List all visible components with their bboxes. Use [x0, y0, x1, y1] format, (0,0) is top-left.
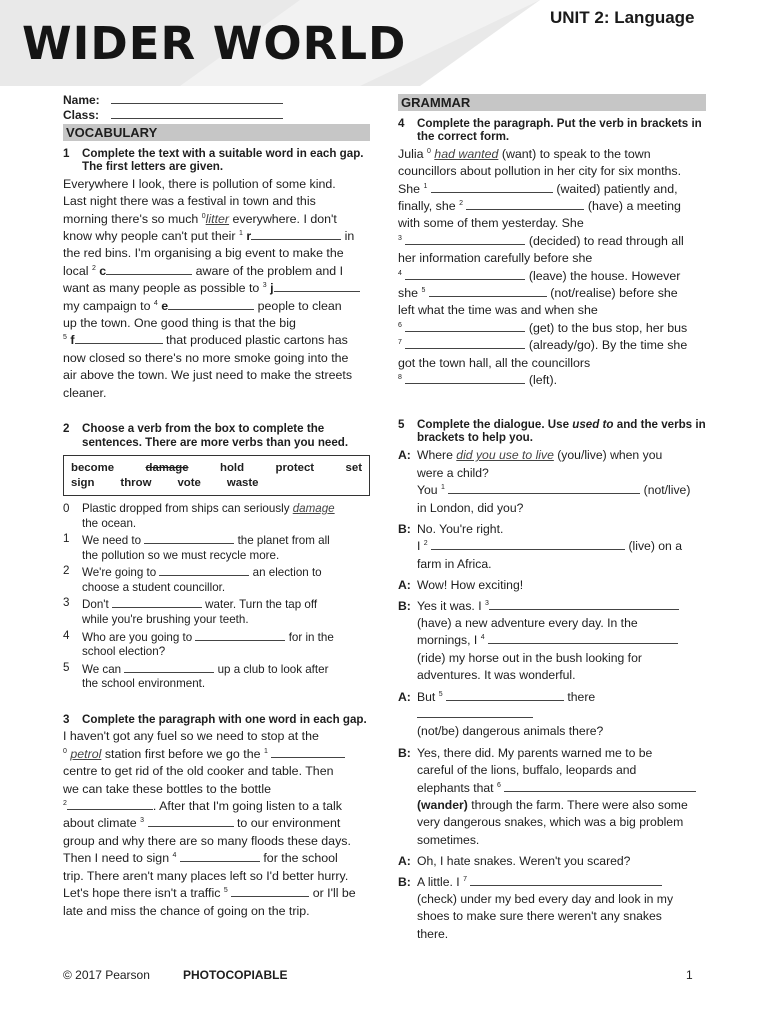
answer-blank[interactable]	[431, 181, 553, 193]
answer-blank[interactable]	[466, 198, 584, 210]
answer-blank[interactable]	[148, 815, 234, 827]
right-column	[398, 92, 706, 943]
dialogue-line: B: No. You're right. I $^2$ (live) on a farm in Africa.	[398, 521, 682, 571]
exercise-5-title: 5 Complete the dialogue. Use used to and the verbs in brackets to help you.	[398, 417, 706, 444]
answer-blank[interactable]	[405, 372, 525, 384]
list-item: 3 Don't water. Turn the tap off while you're brushing your teeth.	[63, 596, 318, 627]
exercise-2-title: 2 Choose a verb from the box to complete the sentences. There are more verbs than you need.	[63, 422, 349, 449]
answer-blank[interactable]	[488, 632, 678, 644]
answer-blank[interactable]	[67, 798, 153, 810]
exercise-4-title: 4 Complete the paragraph. Put the verb in brackets in the correct form.	[398, 117, 702, 144]
list-item: 5 We can up a club to look after the school environment.	[63, 660, 329, 691]
copyright: © 2017 Pearson	[63, 968, 150, 982]
dialogue-line: A: Where did you use to live (you/live) when you were a child? You $^1$ (not/live) in London, did you?	[398, 448, 691, 515]
exercise-5-dialogue	[398, 447, 706, 943]
answer-blank[interactable]	[144, 532, 234, 544]
answer-blank[interactable]	[271, 746, 345, 758]
answer-blank[interactable]	[489, 598, 679, 610]
class-field[interactable]	[111, 107, 283, 119]
dialogue-line: A: But $^5$ there (not/be) dangerous animals there?	[398, 689, 604, 739]
class-row	[63, 107, 370, 122]
answer-blank[interactable]	[195, 629, 285, 641]
name-label: Name:	[63, 93, 100, 107]
logo: WIDER WORLD	[22, 17, 407, 70]
answer-blank[interactable]	[231, 885, 309, 897]
answer-blank[interactable]	[168, 298, 254, 310]
exercise-1-title: 1 Complete the text with a suitable word in each gap. The first letters are given.	[63, 147, 364, 174]
list-item: 2 We're going to an election to choose a student councillor.	[63, 564, 322, 594]
answer-blank[interactable]	[417, 706, 533, 718]
class-label: Class:	[63, 108, 100, 122]
answer-blank[interactable]	[429, 285, 547, 297]
answer-blank[interactable]	[159, 564, 249, 576]
left-column	[63, 92, 370, 920]
name-field[interactable]	[111, 92, 283, 104]
page-number: 1	[686, 968, 693, 982]
list-item: 1 We need to the planet from all the pollution so we must recycle more.	[63, 532, 330, 562]
answer-blank[interactable]	[405, 320, 525, 332]
answer-blank[interactable]	[405, 337, 525, 349]
example-answer: litter	[205, 211, 230, 226]
answer-blank[interactable]	[470, 874, 662, 886]
answer-blank[interactable]	[405, 268, 525, 280]
grammar-heading: GRAMMAR	[398, 94, 706, 111]
answer-blank[interactable]	[124, 661, 214, 673]
vocabulary-heading: VOCABULARY	[63, 124, 370, 141]
exercise-1-text: Everywhere I look, there is pollution of some kind. Last night there was a festival in town and this morning there's so much $^0$litter everywhere. I don't know why people can't put their $^1$ r in the red bins. I'm organising a big event to make the local $^2$ c aware of the problem and I want as many people as possible to $^3$ j my campaign to $^4$ e people to clean up the town. One good thing is that the big $^5$ f that produced plastic cartons has now closed so there's no more smoke going into the air above the town. We just need to make the streets cleaner.	[63, 176, 370, 402]
exercise-4-text: Julia $^0$ had wanted (want) to speak to the town councillors about pollution in her city for six months. She $^1$ (waited) patiently and, finally, she $^2$ (have) a meeting with some of them yesterday. She $^3$ (decided) to read through all her information carefully before she $^4$ (leave) the house. However she $^5$ (not/realise) before she left what the time was and when she $^6$ (get) to the bus stop, her bus $^7$ (already/go). By the time she got the town hall, all the councillors $^8$ (left).	[398, 146, 688, 388]
list-item: 4 Who are you going to for in the school election?	[63, 628, 334, 659]
dialogue-line: B: Yes, there did. My parents warned me to be careful of the lions, buffalo, leopards and elephants that $^6$ (wander) through the farm. There were also some very dangerous snakes, which was a big problem sometimes.	[398, 745, 706, 849]
dialogue-line: A: Oh, I hate snakes. Weren't you scared?	[398, 854, 631, 869]
answer-blank[interactable]	[251, 228, 341, 240]
answer-blank[interactable]	[180, 850, 260, 862]
list-item: 0 Plastic dropped from ships can seriously damage the ocean.	[63, 501, 335, 530]
verb-box: become damage hold protect set sign throw vote waste	[63, 455, 370, 496]
answer-blank[interactable]	[405, 233, 525, 245]
answer-blank[interactable]	[504, 780, 696, 792]
answer-blank[interactable]	[274, 280, 360, 292]
photocopiable-label: PHOTOCOPIABLE	[183, 968, 288, 982]
answer-blank[interactable]	[75, 332, 163, 344]
answer-blank[interactable]	[446, 689, 564, 701]
answer-blank[interactable]	[106, 263, 192, 275]
exercise-3-text: I haven't got any fuel so we need to stop at the $^0$ petrol station first before we go the $^1$ centre to get rid of the old cooker and table. Then we can take these bottles to the bottle $^2$ . After that I'm going listen to a talk about climate $^3$ to our environment group and why there are so many floods these days. Then I need to sign $^4$ for the school trip. There aren't many places left so I'd better hurry. Let's hope there isn't a traffic $^5$ or I'll be late and miss the chance of going on the trip.	[63, 729, 356, 918]
header-banner	[0, 0, 768, 86]
answer-blank[interactable]	[112, 596, 202, 608]
dialogue-line: A: Wow! How exciting!	[398, 578, 524, 593]
answer-blank[interactable]	[431, 538, 625, 550]
unit-title: UNIT 2: Language	[550, 8, 695, 27]
name-row	[63, 92, 370, 107]
exercise-3-title: 3 Complete the paragraph with one word in each gap.	[63, 713, 367, 727]
dialogue-line: B: Yes it was. I $^3$ (have) a new adventure every day. In the mornings, I $^4$ (ride) my horse out in the bush looking for adventures. It was wonderful.	[398, 598, 706, 685]
dialogue-line: B: A little. I $^7$ (check) under my bed every day and look in my shoes to make sure there weren't any snakes there.	[398, 874, 674, 941]
answer-blank[interactable]	[448, 482, 640, 494]
exercise-2-items	[63, 502, 370, 692]
